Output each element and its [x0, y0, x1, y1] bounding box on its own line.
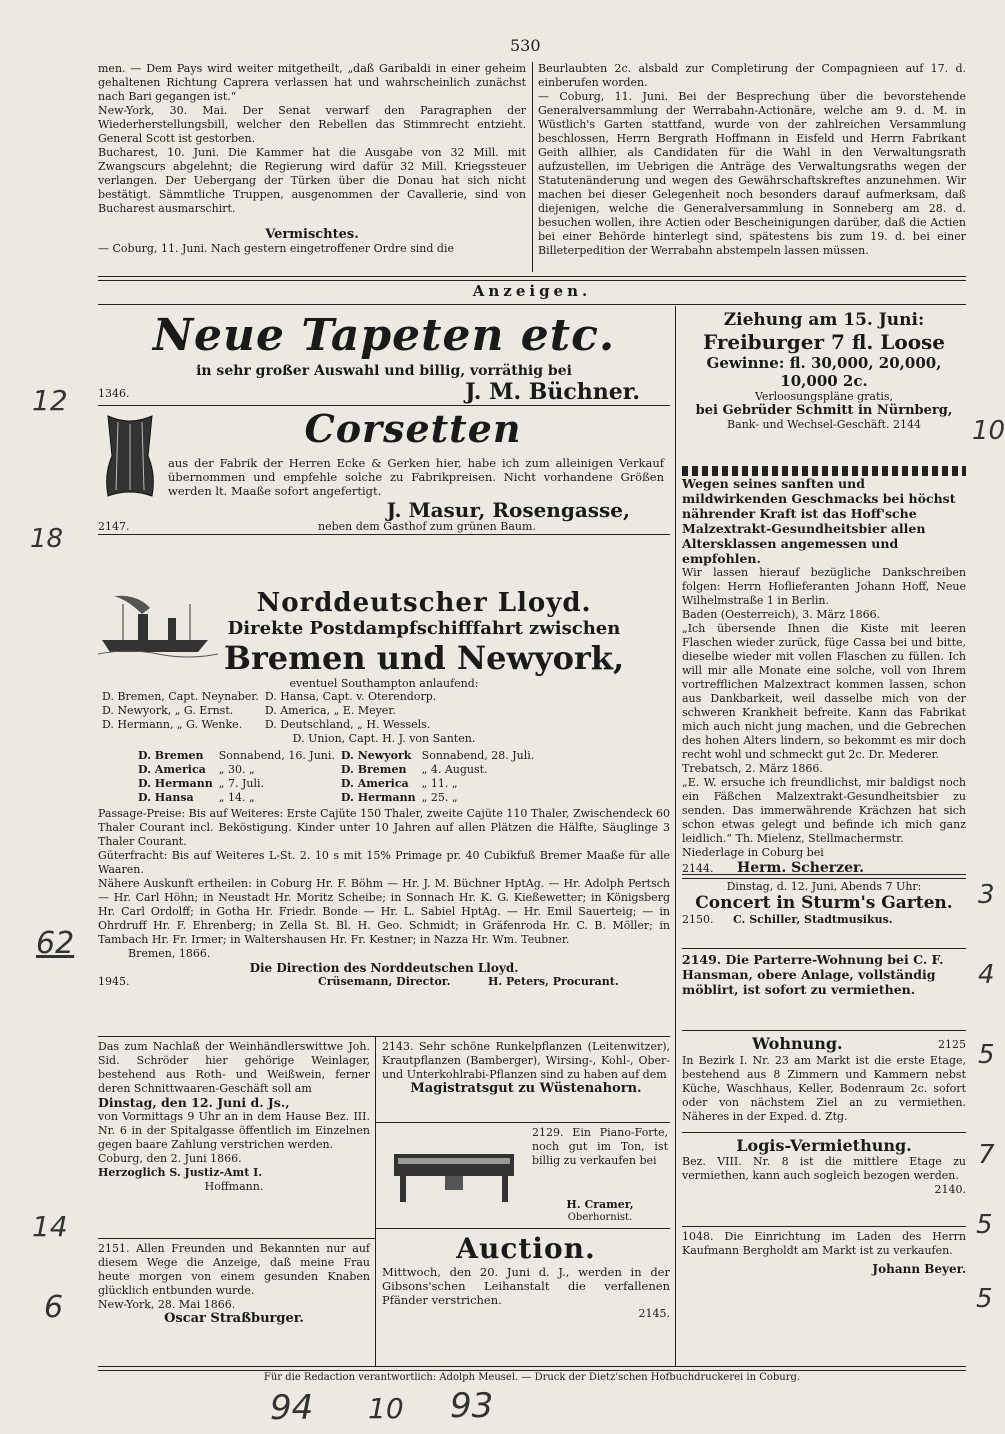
- corsetten-title: Corsetten: [304, 406, 522, 451]
- sched-ship: D. Hermann: [340, 791, 416, 804]
- handwritten-number: 10: [368, 1392, 404, 1425]
- ship-name: D. Bremen, Capt. Neynaber.: [102, 690, 259, 703]
- runkel-text: 2143. Sehr schöne Runkelpflanzen (Leitenwitzer), Krautpflanzen (Bamberger), Wirsing-, Kohl-, Ober- und Unterkohlrabi-Pflanzen sind zu haben auf dem: [382, 1040, 670, 1081]
- section-rule: [98, 304, 966, 305]
- concert-title: Concert in Sturm's Garten.: [695, 893, 953, 913]
- right-divider: [675, 306, 676, 1366]
- steamship-illustration: [98, 590, 218, 660]
- handwritten-number: 18: [30, 524, 64, 554]
- ship-name: D. Deutschland, „ H. Wessels.: [264, 718, 431, 731]
- lloyd-schedule: [138, 749, 540, 805]
- schroeder-text: Das zum Nachlaß der Weinhändlerswittwe Joh. Sid. Schröder hier gehörige Weinlager, bestehend aus Roth- und Weißwein, ferner deren Schnittwaaren-Geschäft soll am: [98, 1040, 370, 1095]
- sched-ship: D. America: [340, 777, 409, 790]
- sched-date: „ 25. „: [421, 791, 458, 804]
- lose-line4: 10,000 2c.: [780, 372, 868, 390]
- concert-number: 2150.: [682, 913, 714, 926]
- piano-role: Oberhornist.: [567, 1212, 633, 1223]
- column-divider: [375, 1036, 376, 1366]
- tapeten-title: Neue Tapeten etc.: [152, 310, 616, 361]
- strassburger-name: Oscar Straßburger.: [164, 1311, 304, 1326]
- lose-line5: Verloosungspläne gratis,: [754, 390, 894, 403]
- news-garibaldi: men. — Dem Pays wird weiter mitgetheilt, „daß Garibaldi in einer geheim gehaltenen Richtung Caprera verlassen hat und wahrscheinlich zunächst nach Bari gegangen ist.“: [98, 62, 526, 103]
- schroeder-place: Coburg, den 2. Juni 1866.: [98, 1152, 242, 1165]
- wohnung-ad: [682, 1034, 966, 1130]
- lose-line3: Gewinne: fl. 30,000, 20,000,: [706, 354, 942, 372]
- lloyd-number: 1945.: [98, 975, 130, 988]
- footer-rule: [98, 1366, 966, 1371]
- lloyd-line2: Direkte Postdampfschifffahrt zwischen: [227, 618, 621, 639]
- malz-depot: Niederlage in Coburg bei: [682, 846, 824, 859]
- malz-seller: Herm. Scherzer.: [737, 860, 864, 876]
- tapeten-seller: J. M. Büchner.: [465, 379, 640, 405]
- schroeder-office: Herzoglich S. Justiz-Amt I.: [98, 1166, 263, 1179]
- tapeten-subtitle: in sehr großer Auswahl und billig, vorräthig bei: [196, 363, 572, 379]
- sched-date: „ 14. „: [218, 791, 255, 804]
- strassburger-text: 2151. Allen Freunden und Bekannten nur auf diesem Wege die Anzeige, daß meine Frau heute morgen von einem gesunden Knaben glücklich entbunden wurde.: [98, 1242, 370, 1297]
- anzeigen-heading: Anzeigen.: [472, 282, 592, 300]
- sched-date: „ 30. „: [218, 763, 255, 776]
- sched-date: Sonnabend, 16. Juni.: [218, 749, 335, 762]
- runkel-place: Magistratsgut zu Wüstenahorn.: [410, 1081, 642, 1096]
- concert-line1: Dinstag, d. 12. Juni, Abends 7 Uhr:: [726, 880, 922, 893]
- news-left-column: [98, 62, 526, 262]
- malz-text1: Wir lassen hierauf bezügliche Dankschreiben folgen: Herrn Hoflieferanten Johann Hoff, Neue Wilhelmstraße 1 in Berlin.: [682, 566, 966, 607]
- corset-illustration: [98, 412, 162, 500]
- sched-date: „ 4. August.: [421, 763, 488, 776]
- wohnung-number: 2125: [938, 1038, 966, 1051]
- handwritten-number: 6: [44, 1290, 64, 1325]
- lose-line2: Freiburger 7 fl. Loose: [702, 330, 946, 354]
- newspaper-page: [70, 28, 970, 1398]
- handwritten-number: 94: [270, 1388, 314, 1428]
- strassburger-ad: [98, 1242, 370, 1362]
- vermischtes-heading: Vermischtes.: [265, 227, 359, 242]
- auction-text: Mittwoch, den 20. Juni d. J., werden in der Gibsons'schen Leihanstalt die verfallenen Pfänder verstrichen.: [382, 1265, 670, 1307]
- corsetten-address: neben dem Gasthof zum grünen Baum.: [318, 520, 536, 533]
- sched-ship: D. Bremen: [138, 749, 204, 762]
- ship-name: D. Hansa, Capt. v. Oterendorp.: [264, 690, 437, 703]
- sched-ship: D. Newyork: [340, 749, 412, 762]
- news-right-column: [538, 62, 966, 272]
- handwritten-number: 5: [978, 1040, 995, 1070]
- tapeten-number: 1346.: [98, 387, 130, 400]
- lloyd-auskunft: Nähere Auskunft ertheilen: in Coburg Hr. F. Böhm — Hr. J. M. Büchner HptAg. — Hr. Adolph Pertsch — Hr. Carl Höhn; in Neustadt Hr. Moritz Scheibe; in Sonnach Hr. K. G. Kießewetter; in Königsberg Hr. Carl Ordolff; in Gotha Hr. Friedr. Bonde — Hr. L. Sabiel HptAg. — Hr. Emil Sauerteig; — in Ohrdruff Hr. F. Ehrenberg; in Zella St. Bl. H. Geo. Schmidt; in Gräfenroda Hr. C. B. Möller; in Tambach Hr. Fr. Irmer; in Waltershausen Hr. Fr. Kestner; in Nazza Hr. Wm. Teubner.: [98, 877, 670, 946]
- footer-imprint: Für die Redaction verantwortlich: Adolph Meusel. — Druck der Dietz'schen Hofbuchdruckerei in Coburg.: [263, 1372, 801, 1383]
- sched-date: Sonnabend, 28. Juli.: [421, 749, 535, 762]
- ad-rule: [375, 1228, 670, 1229]
- concert-ad: [682, 880, 966, 944]
- handwritten-number: 93: [450, 1386, 494, 1426]
- lloyd-direction: Die Direction des Norddeutschen Lloyd.: [249, 961, 519, 975]
- sched-ship: D. Hansa: [138, 791, 194, 804]
- ad-rule: [98, 534, 670, 535]
- sched-ship: D. Hermann: [138, 777, 213, 790]
- lloyd-title: Norddeutscher Lloyd.: [256, 588, 592, 618]
- handwritten-number: 5: [976, 1284, 993, 1314]
- malz-text2: „Ich übersende Ihnen die Kiste mit leeren Flaschen wieder zurück, füge Cassa bei und bitte, dieselbe wieder mit vollen Flaschen zu füllen. Ich will mir alle Monate eine solche, voll von Ihrem vortrefflichen Malzextract kommen lassen, schon aus Dankbarkeit, weil dasselbe mich von der schweren Krankheit befreite. Kann das Fabrikat mich auch nicht jung machen, und die Gebrechen des hohen Alters lindern, so bekommt es mir doch recht wohl und schmeckt gut 2c. Dr. Mederer.: [682, 622, 966, 761]
- ad-rule: [682, 1226, 966, 1227]
- ship-union: D. Union, Capt. H. J. von Santen.: [292, 732, 476, 745]
- lloyd-ad: [98, 588, 670, 1032]
- wohnung-text: In Bezirk I. Nr. 23 am Markt ist die erste Etage, bestehend aus 8 Zimmern und Kammern nebst Küche, Waschhaus, Keller, Bodenraum 2c. sofort oder von nächstem Ziel an zu vermiethen. Näheres in der Exped. d. Ztg.: [682, 1054, 966, 1123]
- handwritten-number: 7: [978, 1140, 995, 1170]
- piano-text: 2129. Ein Piano-Forte, noch gut im Ton, ist billig zu verkaufen bei: [532, 1126, 668, 1167]
- lose-line6: bei Gebrüder Schmitt in Nürnberg,: [695, 403, 953, 418]
- handwritten-number: 5: [976, 1210, 993, 1240]
- piano-illustration: [390, 1146, 520, 1206]
- logis-text: Bez. VIII. Nr. 8 ist die mittlere Etage zu vermiethen, kann auch sogleich bezogen werden.: [682, 1155, 966, 1182]
- piano-name: H. Cramer,: [566, 1198, 634, 1211]
- ad-rule: [98, 1036, 670, 1037]
- lose-line7: Bank- und Wechsel-Geschäft.: [727, 418, 890, 431]
- malz-ad: [682, 476, 966, 876]
- lose-number: 2144: [892, 418, 921, 431]
- auction-title: Auction.: [456, 1232, 596, 1265]
- news-beurlaubten: Beurlaubten 2c. alsbald zur Completirung der Compagnieen auf 17. d. einberufen worden.: [538, 62, 966, 89]
- schroeder-date: Dinstag, den 12. Juni d. Js.,: [98, 1095, 290, 1110]
- ship-name: D. Newyork, „ G. Ernst.: [102, 704, 234, 717]
- laden-text: 1048. Die Einrichtung im Laden des Herrn Kaufmann Bergholdt am Markt ist zu verkaufen.: [682, 1230, 966, 1257]
- piano-ad: [382, 1126, 670, 1226]
- vermischtes-text: — Coburg, 11. Juni. Nach gestern eingetroffener Ordre sind die: [98, 242, 455, 255]
- sched-date: „ 7. Juli.: [218, 777, 264, 790]
- sched-ship: D. Bremen: [340, 763, 407, 776]
- malz-place2: Trebatsch, 2. März 1866.: [682, 762, 823, 775]
- corsetten-number: 2147.: [98, 520, 130, 533]
- ship-name: D. Hermann, „ G. Wenke.: [102, 718, 243, 731]
- malz-text3: „E. W. ersuche ich freundlichst, mir baldigst noch ein Fäßchen Malzextrakt-Gesundheitsbier zu senden. Das immerwährende Krächzen hat sich schon etwas gelegt und befinde ich mich ganz leidlich.“ Th. Mielenz, Stellmachermstr.: [682, 776, 966, 845]
- lloyd-passage: Passage-Preise: Bis auf Weiteres: Erste Cajüte 150 Thaler, zweite Cajüte 110 Thaler, Zwischendeck 60 Thaler Courant incl. Beköstigung. Kinder unter 10 Jahren auf allen Plätzen die Hälfte, Säuglinge 3 Thaler Courant.: [98, 807, 670, 848]
- news-bucharest: Bucharest, 10. Juni. Die Kammer hat die Ausgabe von 32 Mill. mit Zwangscurs abgelehnt; die Regierung wird dafür 32 Mill. Kriegssteuer verlangen. Der Uebergang der Türken über die Donau hat sich nicht bestätigt. Sämmtliche Truppen, ausgenommen der Cavallerie, sind von Bucharest ausmarschirt.: [98, 146, 526, 215]
- auction-number: 2145.: [638, 1307, 670, 1320]
- sched-date: „ 11. „: [421, 777, 458, 790]
- malz-number: 2144.: [682, 862, 714, 875]
- lloyd-line4: eventuel Southampton anlaufend:: [289, 677, 479, 690]
- ad-rule: [682, 1030, 966, 1031]
- corsetten-text: aus der Fabrik der Herren Ecke & Gerken hier, habe ich zum alleinigen Verkauf übernommen und empfehle solche zu Fabrikpreisen. Nicht vorhandene Größen werden lt. Maaße sofort angefertigt.: [168, 456, 664, 498]
- section-rule: [98, 276, 966, 281]
- column-divider: [532, 62, 533, 272]
- logis-number: 2140.: [934, 1183, 966, 1196]
- schroeder-ad: [98, 1040, 370, 1236]
- strassburger-place: New-York, 28. Mai 1866.: [98, 1298, 236, 1311]
- lloyd-fleet: [102, 690, 442, 732]
- lloyd-fracht: Güterfracht: Bis auf Weiteres L-St. 2. 10 s mit 15% Primage pr. 40 Cubikfuß Bremer Maaße für alle Waaren.: [98, 849, 670, 876]
- lloyd-line3: Bremen und Newyork,: [223, 639, 625, 677]
- section-rule: [682, 874, 966, 879]
- ad-rule: [682, 948, 966, 949]
- handwritten-number: 62: [36, 926, 75, 961]
- corsetten-seller: J. Masur, Rosengasse,: [386, 498, 630, 522]
- malz-heading: Wegen seines sanften und mildwirkenden Geschmacks bei höchst nährender Kraft ist das Hoff'sche Malzextrakt-Gesundheitsbier allen Altersklassen angemessen und empfohlen.: [682, 476, 956, 566]
- schroeder-sign: Hoffmann.: [204, 1180, 264, 1193]
- ship-name: D. America, „ E. Meyer.: [264, 704, 396, 717]
- runkel-ad: [382, 1040, 670, 1120]
- page-number: 530: [510, 36, 541, 55]
- logis-title: Logis-Vermiethung.: [736, 1136, 912, 1155]
- ad-rule: [682, 1132, 966, 1133]
- parterre-ad: [682, 952, 966, 1028]
- news-newyork: New-York, 30. Mai. Der Senat verwarf den Paragraphen der Wiederherstellungsbill, welcher den Rebellen das Stimmrecht entzieht. General Scott ist gestorben.: [98, 104, 526, 145]
- lose-ad: [682, 310, 966, 460]
- lloyd-sign1: Crüsemann, Director.: [318, 975, 451, 988]
- concert-sign: C. Schiller, Stadtmusikus.: [733, 913, 893, 926]
- handwritten-number: 12: [32, 384, 68, 417]
- logis-ad: [682, 1136, 966, 1224]
- ornament-rule: [682, 466, 966, 476]
- handwritten-number: 10: [972, 416, 1005, 446]
- schroeder-text2: von Vormittags 9 Uhr an in dem Hause Bez. III. Nr. 6 in der Spitalgasse öffentlich im Einzelnen gegen baare Zahlung verstrichen werden.: [98, 1110, 370, 1151]
- handwritten-number: 3: [978, 880, 995, 910]
- sched-ship: D. America: [138, 763, 206, 776]
- malz-place1: Baden (Oesterreich), 3. März 1866.: [682, 608, 881, 621]
- laden-name: Johann Beyer.: [872, 1262, 966, 1276]
- lose-line1: Ziehung am 15. Juni:: [723, 310, 925, 330]
- news-werrabahn: — Coburg, 11. Juni. Bei der Besprechung über die bevorstehende Generalversammlung der Werrabahn-Actionäre, welche am 9. d. M. in Wüstlich's Garten stattfand, wurde von der zahlreichen Versammlung beschlossen, Herrn Bergrath Hoffmann in Eisfeld und Herrn Fabrikant Geith allhier, als Candidaten für die Wahl in den Verwaltungsrath aufzustellen, im Uebrigen die Anträge des Verwaltungsraths wegen der Statutenänderung und wegen des Gewährschaftskreftes anzunehmen. Wir machen bei dieser Gelegenheit noch besonders darauf aufmerksam, daß diejenigen, welche die Generalversammlung in Sonneberg am 28. d. besuchen wollen, ihre Actien oder Bescheinigungen darüber, daß die Actien bei einer Behörde hinterlegt sind, spätestens bis zum 19. d. bei einer Billeterpedition der Werrabahn abstempeln lassen müssen.: [538, 90, 966, 257]
- handwritten-number: 4: [978, 960, 995, 990]
- lloyd-date: Bremen, 1866.: [128, 947, 211, 960]
- parterre-text: 2149. Die Parterre-Wohnung bei C. F. Hansman, obere Anlage, vollständig möblirt, ist sofort zu vermiethen.: [682, 952, 944, 997]
- handwritten-number: 14: [32, 1210, 68, 1243]
- laden-ad: [682, 1230, 966, 1360]
- auction-ad: [382, 1232, 670, 1362]
- ad-rule: [375, 1122, 670, 1123]
- ad-rule: [98, 1238, 375, 1239]
- wohnung-title: Wohnung.: [752, 1034, 843, 1053]
- lloyd-sign2: H. Peters, Procurant.: [488, 975, 619, 988]
